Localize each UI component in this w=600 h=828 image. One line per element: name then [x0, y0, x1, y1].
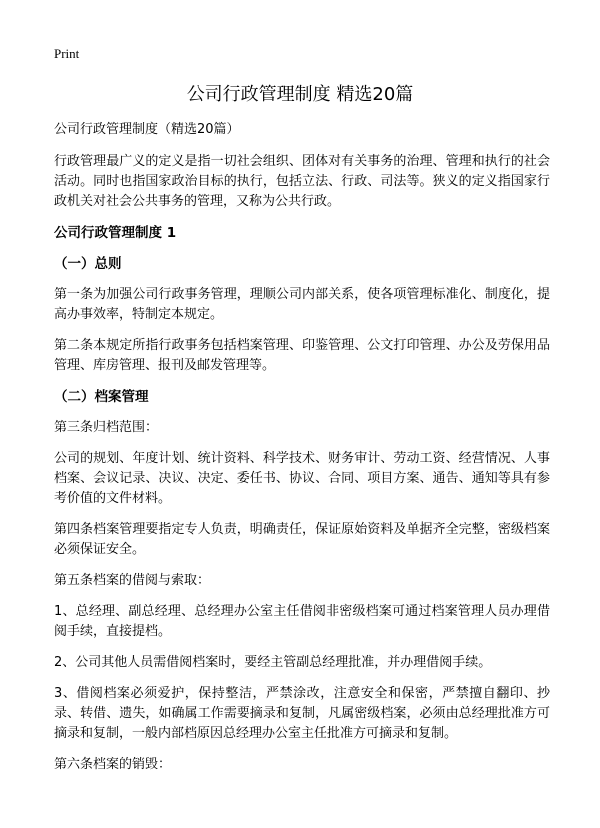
list-item-1: 1、总经理、副总经理、总经理办公室主任借阅非密级档案可通过档案管理人员办理借阅手续，直接提档。: [54, 604, 550, 639]
section-heading-general: （一）总则: [54, 256, 122, 272]
list-item-2: 2、公司其他人员需借阅档案时，要经主管副总经理批准，并办理借阅手续。: [54, 655, 492, 670]
section-heading-archives: （二）档案管理: [54, 389, 149, 405]
chapter-heading: 公司行政管理制度 1: [54, 225, 177, 241]
document-subtitle: 公司行政管理制度（精选20篇）: [54, 122, 240, 137]
page-title: 公司行政管理制度 精选20篇: [186, 84, 414, 105]
archive-scope-paragraph: 公司的规划、年度计划、统计资料、科学技术、财务审计、劳动工资、经营情况、人事档案、会议记录、决议、决定、委任书、协议、合同、项目方案、通告、通知等具有参考价值的文件材料。: [54, 451, 550, 506]
article-5: 第五条档案的借阅与索取：: [54, 573, 211, 588]
print-label: Print: [54, 46, 80, 61]
article-2: 第二条本规定所指行政事务包括档案管理、印鉴管理、公文打印管理、办公及劳保用品管理、库房管理、报刊及邮发管理等。: [54, 338, 550, 373]
article-1: 第一条为加强公司行政事务管理，理顺公司内部关系，使各项管理标准化、制度化，提高办事效率，特制定本规定。: [54, 287, 550, 322]
article-3: 第三条归档范围：: [54, 420, 159, 435]
intro-paragraph: 行政管理最广义的定义是指一切社会组织、团体对有关事务的治理、管理和执行的社会活动。同时也指国家政治目标的执行，包括立法、行政、司法等。狭义的定义指国家行政机关对社会公共事务的管理，又称为公共行政。: [54, 154, 550, 209]
article-6: 第六条档案的销毁：: [54, 757, 172, 772]
document-body: [54, 120, 550, 786]
article-4: 第四条档案管理要指定专人负责，明确责任，保证原始资料及单据齐全完整，密级档案必须保证安全。: [54, 522, 550, 557]
list-item-3: 3、借阅档案必须爱护，保持整洁，严禁涂改，注意安全和保密，严禁擅自翻印、抄录、转借、遗失，如确属工作需要摘录和复制，凡属密级档案，必须由总经理批准方可摘录和复制，一般内部档原因总经理办公室主任批准方可摘录和复制。: [54, 686, 550, 741]
